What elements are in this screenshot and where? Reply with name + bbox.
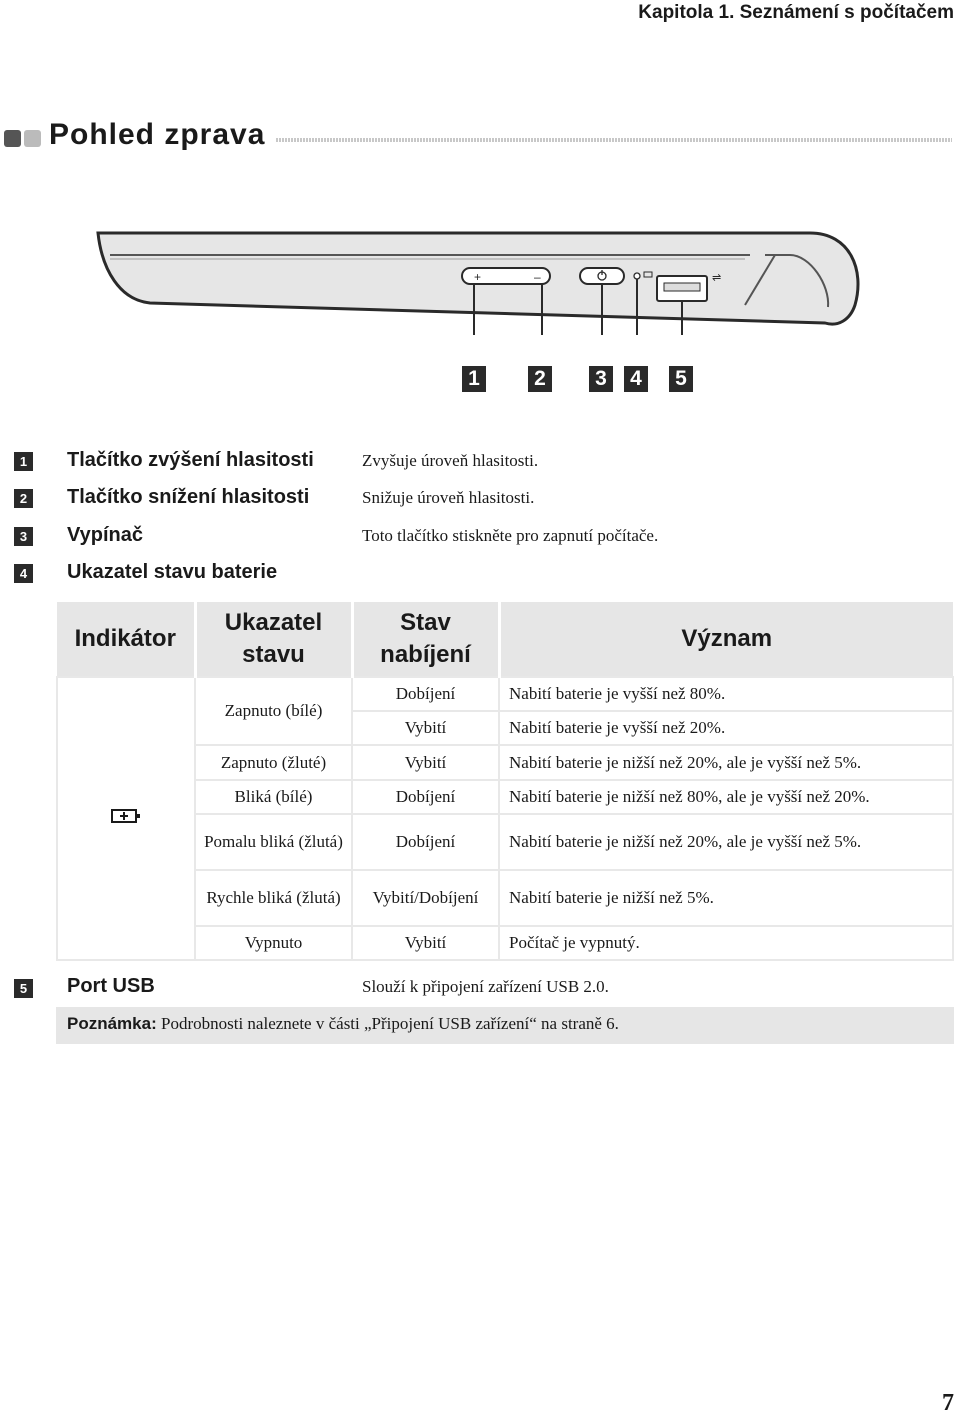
meaning-cell: Nabití baterie je vyšší než 80%. <box>499 677 953 711</box>
charge-cell: Vybití/Dobíjení <box>352 870 499 926</box>
chapter-header: Kapitola 1. Seznámení s počítačem <box>638 2 954 23</box>
header-charge: Stav nabíjení <box>352 602 499 677</box>
battery-led-shape <box>634 273 640 279</box>
item-badge-3: 3 <box>14 527 33 546</box>
indicator-cell <box>57 677 195 960</box>
charge-cell: Dobíjení <box>352 677 499 711</box>
state-cell: Bliká (bílé) <box>195 780 352 814</box>
item-desc-usb: Slouží k připojení zařízení USB 2.0. <box>362 977 609 996</box>
item-badge-2: 2 <box>14 489 33 508</box>
state-cell: Vypnuto <box>195 926 352 960</box>
meaning-cell: Nabití baterie je nižší než 5%. <box>499 870 953 926</box>
header-state: Ukazatel stavu <box>195 602 352 677</box>
callout-badge-5: 5 <box>669 366 693 392</box>
charge-cell: Dobíjení <box>352 814 499 870</box>
page-number: 7 <box>942 1390 954 1416</box>
item-badge-1: 1 <box>14 452 33 471</box>
svg-text:+: + <box>474 270 482 284</box>
item-badge-5: 5 <box>14 979 33 998</box>
meaning-cell: Počítač je vypnutý. <box>499 926 953 960</box>
item-desc-volume-up: Zvyšuje úroveň hlasitosti. <box>362 451 539 470</box>
callout-badge-4: 4 <box>624 366 648 392</box>
note-text: Podrobnosti naleznete v části „Připojení USB zařízení“ na straně 6. <box>161 1014 619 1033</box>
item-badge-4: 4 <box>14 564 33 583</box>
table-row <box>57 677 953 711</box>
item-name-volume-down: Tlačítko snížení hlasitosti <box>67 486 310 508</box>
svg-text:–: – <box>534 270 541 284</box>
bullet-square-dark <box>4 130 21 147</box>
state-cell: Zapnuto (bílé) <box>195 677 352 745</box>
charge-cell: Dobíjení <box>352 780 499 814</box>
meaning-cell: Nabití baterie je nižší než 20%, ale je vyšší než 5%. <box>499 745 953 780</box>
charge-cell: Vybití <box>352 711 499 745</box>
state-cell: Zapnuto (žluté) <box>195 745 352 780</box>
header-indicator: Indikátor <box>57 602 195 677</box>
item-name-usb: Port USB <box>67 975 155 997</box>
charge-cell: Vybití <box>352 926 499 960</box>
state-cell: Rychle bliká (žlutá) <box>195 870 352 926</box>
charge-cell: Vybití <box>352 745 499 780</box>
note-label: Poznámka: <box>67 1014 157 1033</box>
section-title: Pohled zprava <box>49 118 266 151</box>
item-name-battery-indicator: Ukazatel stavu baterie <box>67 561 278 583</box>
item-desc-volume-down: Snižuje úroveň hlasitosti. <box>362 488 535 507</box>
meaning-cell: Nabití baterie je nižší než 80%, ale je vyšší než 20%. <box>499 780 953 814</box>
battery-icon <box>110 807 142 825</box>
callout-badge-3: 3 <box>589 366 613 392</box>
callout-badge-2: 2 <box>528 366 552 392</box>
svg-text:⇌: ⇌ <box>712 272 722 284</box>
bullet-square-light <box>24 130 41 147</box>
callout-badge-1: 1 <box>462 366 486 392</box>
battery-indicator-table <box>56 602 954 961</box>
meaning-cell: Nabití baterie je nižší než 20%, ale je vyšší než 5%. <box>499 814 953 870</box>
item-name-power: Vypínač <box>67 524 143 546</box>
state-cell: Pomalu bliká (žlutá) <box>195 814 352 870</box>
meaning-cell: Nabití baterie je vyšší než 20%. <box>499 711 953 745</box>
header-meaning: Význam <box>499 602 953 677</box>
section-rule <box>276 138 952 142</box>
item-desc-power: Toto tlačítko stiskněte pro zapnutí počítače. <box>362 526 659 545</box>
item-name-volume-up: Tlačítko zvýšení hlasitosti <box>67 449 314 471</box>
note-box <box>56 1007 954 1044</box>
laptop-right-side-illustration <box>90 215 870 335</box>
section-heading <box>4 118 952 158</box>
table-header-row <box>57 602 953 677</box>
